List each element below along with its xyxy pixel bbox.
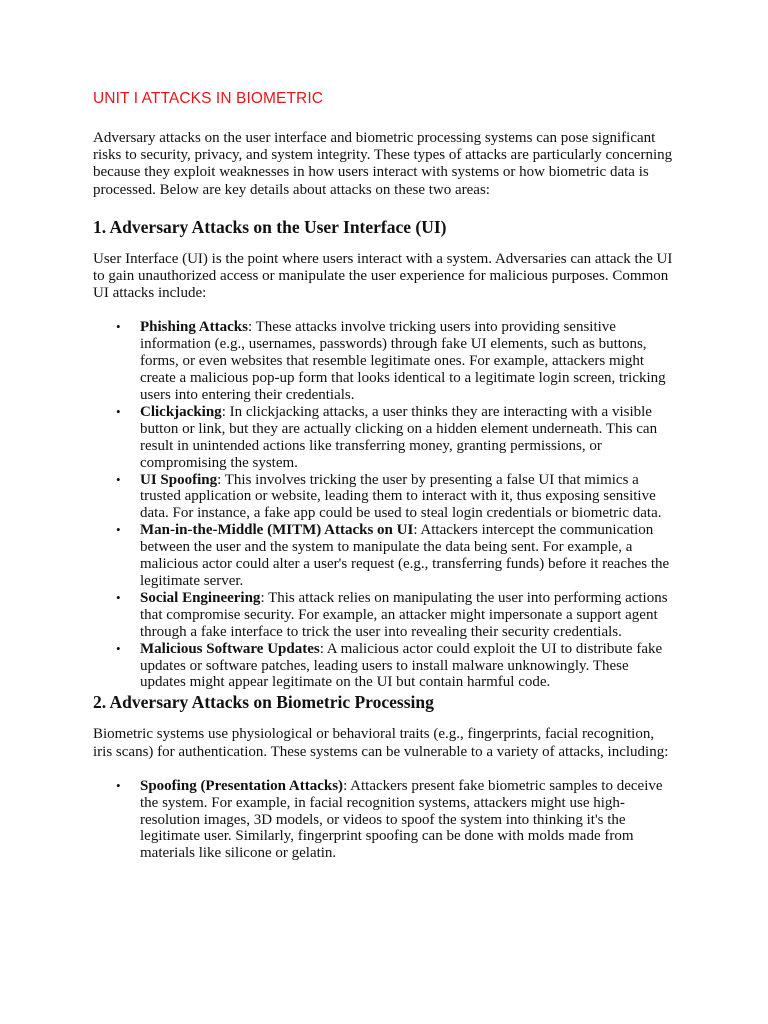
ui-attacks-list — [93, 319, 676, 691]
bullet-icon: • — [116, 589, 121, 605]
list-item-text: : A malicious actor could exploit the UI to distribute fake updates or software patches, leading users to install malware unknowingly. These updates might appear legitimate on the UI but contain harmful code. — [140, 640, 663, 691]
section-paragraph-ui-attacks: User Interface (UI) is the point where users interact with a system. Adversaries can attack the UI to gain unauthorized access or manipulate the user experience for malicious purposes. Common UI attacks include: — [93, 250, 673, 302]
bullet-icon: • — [116, 777, 121, 793]
list-item-mitm — [116, 522, 676, 590]
list-item-ui-spoofing — [116, 471, 676, 523]
list-item-term: Phishing Attacks — [140, 319, 248, 336]
list-item-term: Clickjacking — [140, 403, 222, 420]
list-item-text: : These attacks involve tricking users into providing sensitive information (e.g., usernames, passwords) through fake UI elements, such as buttons, forms, or even websites that resemble legitimate ones. For example, attackers might create a malicious pop-up form that looks identical to a legitimate login screen, tricking users into entering their credentials. — [140, 319, 666, 404]
bullet-icon: • — [116, 471, 121, 487]
section-paragraph-biometric-attacks: Biometric systems use physiological or behavioral traits (e.g., fingerprints, facial recognition, iris scans) for authentication. These systems can be vulnerable to a variety of attacks, including: — [93, 726, 669, 760]
intro-paragraph: Adversary attacks on the user interface and biometric processing systems can pose significant risks to security, privacy, and system integrity. These types of attacks are particularly concerning because they exploit weaknesses in how users interact with systems or how biometric data is processed. Below are key details about attacks on these two areas: — [93, 130, 673, 198]
list-item-text: : Attackers intercept the communication between the user and the system to manipulate the data being sent. For example, a malicious actor could alter a user's request (e.g., transferring funds) before it reaches the legitimate server. — [140, 522, 670, 590]
list-item-clickjacking — [116, 403, 676, 472]
list-item-text: : This attack relies on manipulating the user into performing actions that compromise security. For example, an attacker might impersonate a support agent through a fake interface to trick the user into revealing their security credentials. — [140, 589, 668, 640]
list-item-text: : In clickjacking attacks, a user thinks they are interacting with a visible button or link, but they are actually clicking on a hidden element underneath. This can result in unintended actions like transferring money, granting permissions, or compromising the system. — [140, 403, 658, 471]
list-item-term: Spoofing (Presentation Attacks) — [140, 777, 344, 794]
list-item-term: Man-in-the-Middle (MITM) Attacks on UI — [140, 522, 414, 539]
section-heading-ui-attacks: 1. Adversary Attacks on the User Interface (UI) — [93, 216, 447, 237]
list-item-spoofing-presentation — [116, 777, 676, 863]
bullet-icon: • — [116, 319, 121, 335]
bullet-icon: • — [116, 640, 121, 656]
biometric-attacks-list — [93, 778, 676, 863]
list-item-text: : This involves tricking the user by presenting a false UI that mimics a trusted application or website, leading them to interact with it, thus exposing sensitive data. For instance, a fake app could be used to steal login credentials or biometric data. — [140, 471, 662, 522]
unit-title: UNIT I ATTACKS IN BIOMETRIC — [93, 90, 324, 107]
list-item-term: Social Engineering — [140, 589, 261, 606]
list-item-term: Malicious Software Updates — [140, 640, 320, 657]
list-item-social-engineering — [116, 589, 676, 641]
list-item-malicious-updates — [116, 640, 676, 692]
bullet-icon: • — [116, 403, 121, 419]
list-item-phishing — [116, 319, 676, 404]
list-item-term: UI Spoofing — [140, 471, 218, 488]
list-item-text: : Attackers present fake biometric samples to deceive the system. For example, in facial recognition systems, attackers might use high-resolution images, 3D models, or videos to spoof the system into thinking it's the legitimate user. Similarly, fingerprint spoofing can be done with molds made from materials like silicone or gelatin. — [140, 777, 663, 862]
bullet-icon: • — [116, 522, 121, 538]
section-heading-biometric-attacks: 2. Adversary Attacks on Biometric Processing — [93, 692, 434, 713]
